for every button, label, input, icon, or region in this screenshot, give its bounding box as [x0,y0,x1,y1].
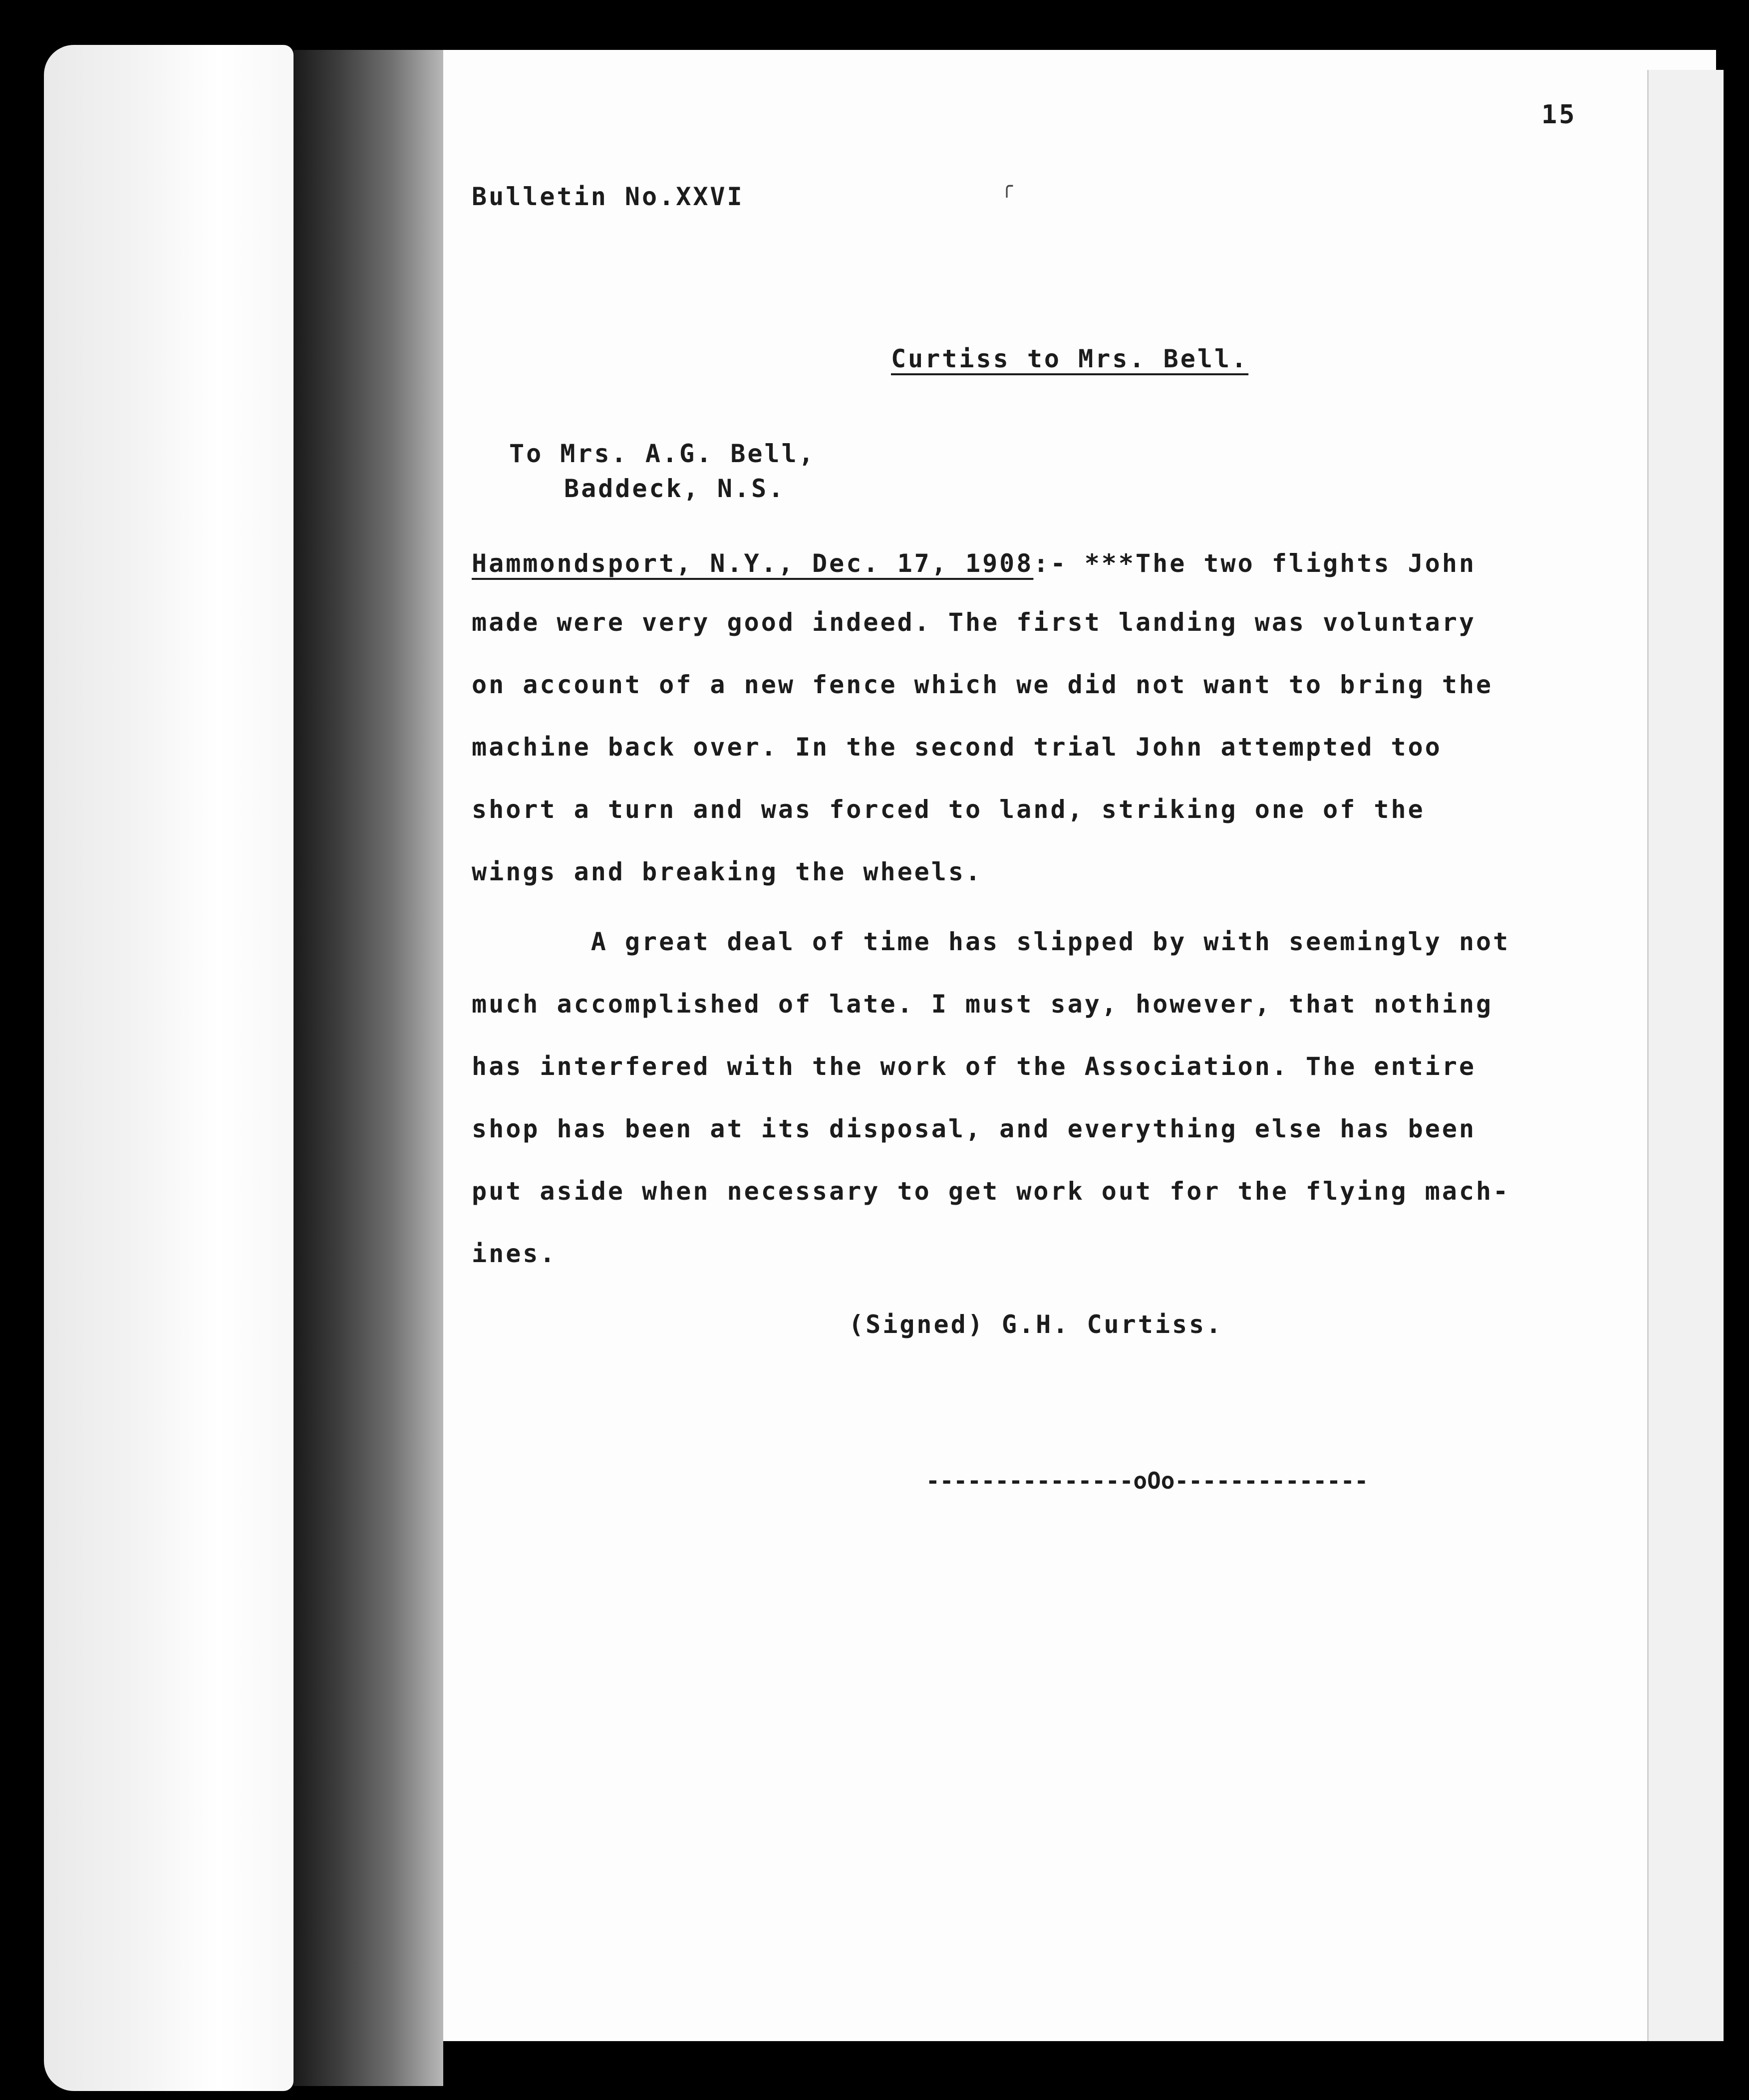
body-line: on account of a new fence which we did not want to bring the [472,670,1493,699]
sheet-right-edge [1647,70,1724,2041]
body-line: much accomplished of late. I must say, however, that nothing [472,990,1493,1019]
body-line: shop has been at its disposal, and everything else has been [472,1114,1476,1143]
body-line: wings and breaking the wheels. [472,857,983,886]
left-page-edge [44,45,293,2091]
body-line: short a turn and was forced to land, striking one of the [472,795,1425,824]
page-number: 15 [1541,100,1577,130]
dateline-lead: :- ***The two flights John [1033,549,1476,578]
body-line: A great deal of time has slipped by with seemingly not [472,927,1510,956]
body-line: has interfered with the work of the Association. The entire [472,1052,1476,1081]
dateline [472,549,1476,578]
body-line: made were very good indeed. The first landing was voluntary [472,608,1476,637]
body-line: ines. [472,1239,557,1268]
section-divider: ---------------oOo-------------- [926,1467,1369,1494]
address-line-2: Baddeck, N.S. [564,474,786,503]
signature: (Signed) G.H. Curtiss. [849,1310,1223,1339]
body-line: machine back over. In the second trial John attempted too [472,733,1442,762]
bulletin-heading: Bulletin No.XXVI [472,182,744,211]
place-date: Hammondsport, N.Y., Dec. 17, 1908 [472,549,1034,578]
page-gutter-shadow [293,50,443,2086]
letter-title: Curtiss to Mrs. Bell. [891,344,1249,373]
pen-mark: ╭ [1001,175,1013,198]
body-line: put aside when necessary to get work out for the flying mach- [472,1177,1510,1206]
address-line-1: To Mrs. A.G. Bell, [509,439,816,468]
